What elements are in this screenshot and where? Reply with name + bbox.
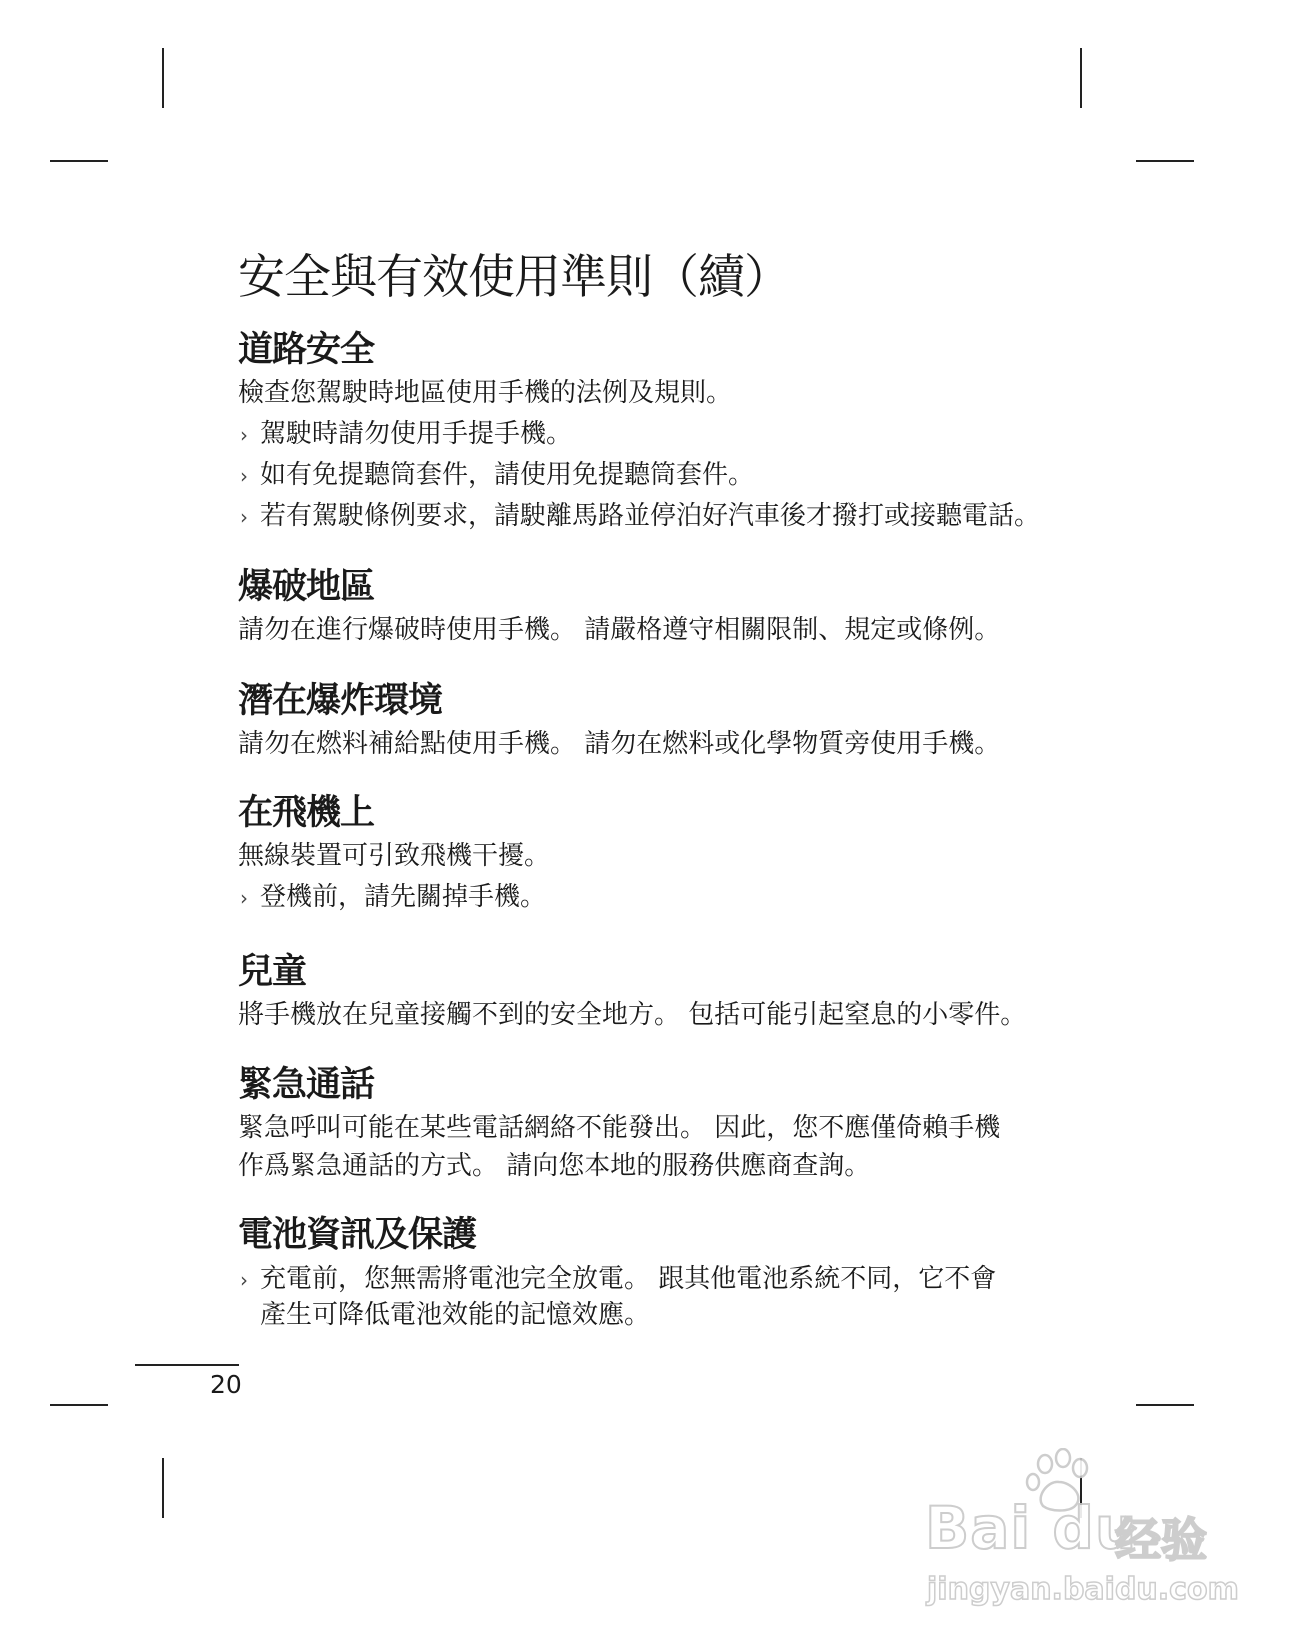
section-text: 請勿在進行爆破時使用手機。 請嚴格遵守相關限制、規定或條例。 [238,615,1001,645]
list-item-text: 充電前，您無需將電池完全放電。 跟其他電池系統不同，它不會 [260,1264,997,1294]
list-item-text: 產生可降低電池效能的記憶效應。 [260,1300,651,1330]
section-text: 請勿在燃料補給點使用手機。 請勿在燃料或化學物質旁使用手機。 [238,729,1001,759]
footer-rule [135,1364,239,1366]
chevron-right-icon: › [240,464,248,488]
page-number: 20 [210,1370,242,1399]
page-title: 安全與有效使用準則（續） [238,250,790,305]
list-item-text: 如有免提聽筒套件，請使用免提聽筒套件。 [260,460,755,490]
crop-mark-top-left-vertical [162,48,164,108]
section-heading: 兒童 [238,952,307,992]
chevron-right-icon: › [240,886,248,910]
section-heading: 在飛機上 [238,793,375,833]
crop-mark-top-right-vertical [1080,48,1082,108]
section-heading: 電池資訊及保護 [238,1215,477,1255]
bullet-list [238,1261,1058,1333]
list-item-text: 若有駕駛條例要求，請駛離馬路並停泊好汽車後才撥打或接聽電話。 [260,501,1041,531]
section-heading: 潛在爆炸環境 [238,681,443,721]
watermark-brand: Bai du [925,1494,1138,1562]
page-content [238,326,1058,1333]
baidu-watermark [925,1448,1239,1608]
section-battery-info [238,1211,1058,1333]
crop-mark-top-right-horizontal [1136,160,1194,162]
bullet-list [238,877,1058,918]
section-text: 將手機放在兒童接觸不到的安全地方。 包括可能引起窒息的小零件。 [238,1000,1027,1030]
chevron-right-icon: › [240,423,248,447]
section-intro: 無線裝置可引致飛機干擾。 [238,841,551,871]
section-text [238,1109,1058,1185]
crop-mark-bottom-left-horizontal [50,1404,108,1406]
chevron-right-icon: › [240,505,248,529]
watermark-url: jingyan.baidu.com [927,1572,1239,1607]
section-heading: 緊急通話 [238,1065,375,1105]
crop-mark-bottom-left-vertical [162,1458,164,1518]
list-item [238,877,1058,918]
chevron-right-icon: › [240,1268,248,1292]
section-intro: 檢查您駕駛時地區使用手機的法例及規則。 [238,378,733,408]
list-item-text: 登機前，請先關掉手機。 [260,882,547,912]
section-explosive-atmospheres [238,677,1058,763]
list-item [238,496,1058,537]
section-heading: 爆破地區 [238,567,375,607]
list-item-text: 駕駛時請勿使用手提手機。 [260,419,573,449]
section-emergency-calls [238,1061,1058,1185]
list-item [238,1261,1058,1333]
section-heading: 道路安全 [238,330,375,370]
section-blasting-areas [238,563,1058,649]
section-children [238,948,1058,1034]
crop-mark-bottom-right-horizontal [1136,1404,1194,1406]
section-in-aircraft [238,789,1058,918]
text-line: 緊急呼叫可能在某些電話網絡不能發出。 因此，您不應僅倚賴手機 [238,1113,1001,1143]
crop-mark-top-left-horizontal [50,160,108,162]
list-item [238,414,1058,455]
text-line: 作爲緊急通話的方式。 請向您本地的服務供應商查詢。 [238,1151,871,1181]
section-road-safety [238,326,1058,537]
list-item [238,455,1058,496]
bullet-list [238,414,1058,537]
watermark-suffix: 经验 [1115,1513,1207,1567]
